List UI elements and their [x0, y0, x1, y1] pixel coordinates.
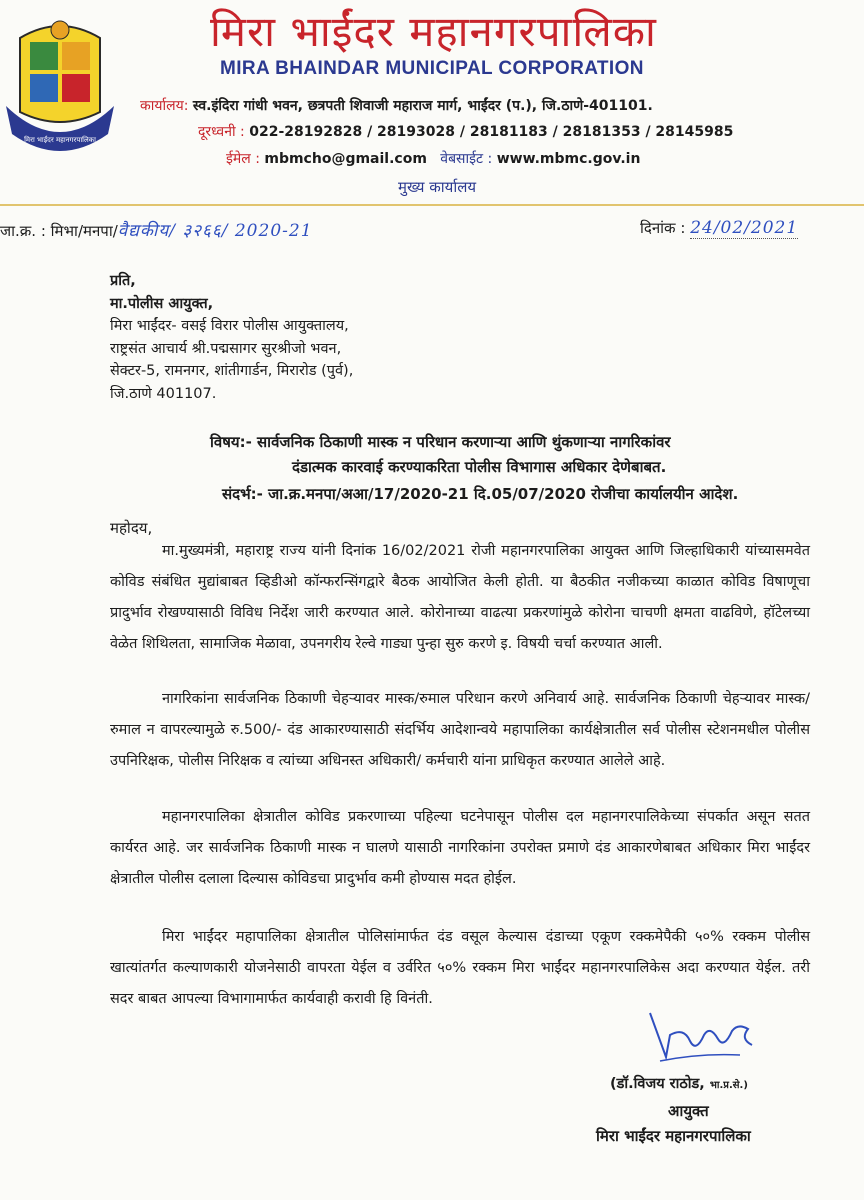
recipient-title: मा.पोलीस आयुक्त, [110, 295, 214, 312]
reference-handwritten: वैद्यकीय/ ३२६६/ 2020-21 [117, 221, 313, 241]
paragraph-text-3: महानगरपालिका क्षेत्रातील कोविड प्रकरणाच्या पहिल्या घटनेपासून पोलीस दल महानगरपालिकेच्या संपर्कात असून सतत कार्यरत आहे. जर सार्वजनिक ठिकाणी मास्क न घालणे यासाठी नागरिकांना उपरोक्त प्रमाणे दंड आकारणेबाबत अधिकार मिरा भाईंदर क्षेत्रातील पोलीस दलाला दिल्यास कोविडचा प्रादुर्भाव कमी होण्यास मदत होईल. [110, 809, 810, 887]
recipient-address [110, 270, 353, 406]
phone-line [198, 122, 733, 141]
signatory-name [610, 1073, 748, 1093]
website-url: www.mbmc.gov.in [496, 151, 641, 167]
body-paragraph-2 [110, 684, 810, 777]
recipient-line-1: मिरा भाईंदर- वसई विरार पोलीस आयुक्तालय, [110, 318, 349, 335]
salutation: महोदय, [110, 519, 153, 537]
headquarters-label: मुख्य कार्यालय [398, 178, 477, 196]
header-divider [0, 204, 864, 206]
date-label: दिनांक : [640, 219, 686, 237]
signatory-name-text: (डॉ.विजय राठोड, [610, 1076, 705, 1092]
website-label: वेबसाईट : [440, 151, 493, 167]
recipient-line-3: सेक्टर-5, रामनगर, शांतीगार्डन, मिरारोड (पुर्व), [110, 363, 354, 380]
body-paragraph-3 [110, 802, 810, 895]
corporation-name-marathi: मिरा भाईंदर महानगरपालिका [210, 7, 657, 56]
body-paragraph-4 [110, 922, 810, 1015]
recipient-to: प्रति, [110, 273, 136, 289]
reference-number [0, 218, 313, 241]
reference-prefix: जा.क्र. : मिभा/मनपा/ [0, 222, 118, 240]
subject-line-1: विषय:- सार्वजनिक ठिकाणी मास्क न परिधान करणाऱ्या आणि थुंकणाऱ्या नागरिकांवर [210, 433, 671, 451]
recipient-line-4: जि.ठाणे 401107. [110, 385, 217, 402]
office-address: स्व.इंदिरा गांधी भवन, छत्रपती शिवाजी महाराज मार्ग, भाईंदर (प.), जि.ठाणे-401101. [192, 98, 653, 114]
handwritten-signature [640, 1005, 760, 1065]
signatory-title: आयुक्त [668, 1102, 709, 1120]
paragraph-text-4: मिरा भाईंदर महापालिका क्षेत्रातील पोलिसांमार्फत दंड वसूल केल्यास दंडाच्या एकूण रक्कमेपैकी ५०% रक्कम पोलीस खात्यांतर्गत कल्याणकारी योजनेसाठी वापरता येईल व उर्वरित ५०% रक्कम मिरा भाईंदर महानगरपालिकेस अदा करण्यात येईल. तरी सदर बाबत आपल्या विभागामार्फत कार्यवाही करावी हि विनंती. [110, 929, 810, 1007]
body-paragraph-1 [110, 536, 810, 660]
phone-label: दूरध्वनी : [198, 124, 245, 140]
letter-date [640, 218, 798, 238]
paragraph-text-1: मा.मुख्यमंत्री, महाराष्ट्र राज्य यांनी दिनांक 16/02/2021 रोजी महानगरपालिका आयुक्त आणि जिल्हाधिकारी यांच्यासमवेत कोविड संबंधित मुद्यांबाबत व्हिडीओ कॉन्फरन्सिंगद्वारे बैठक आयोजित केली होती. या बैठकीत नजीकच्या काळात कोविड विषाणूचा प्रादुर्भाव रोखण्यासाठी विविध निर्देश जारी करण्यात आले. कोरोनाच्या वाढत्या प्रकरणांमुळे कोरोना चाचणी क्षमता वाढविणे, हॉटेलच्या वेळेत शिथिलता, सामाजिक मेळावा, उपनगरीय रेल्वे गाड्या पुन्हा सुरु करणे इ. विषयी चर्चा करण्यात आली. [110, 543, 810, 652]
subject-line-2: दंडात्मक कारवाई करण्याकरिता पोलीस विभागास अधिकार देणेबाबत. [292, 458, 667, 476]
signatory-organization: मिरा भाईंदर महानगरपालिका [596, 1127, 751, 1145]
paragraph-text-2: नागरिकांना सार्वजनिक ठिकाणी चेहऱ्यावर मास्क/रुमाल परिधान करणे अनिवार्य आहे. सार्वजनिक ठिकाणी चेहऱ्यावर मास्क/ रुमाल न वापरल्यामुळे रु.500/- दंड आकारण्यासाठी संदर्भिय आदेशान्वये महापालिका कार्यक्षेत्रातील सर्व पोलीस स्टेशनमधील पोलीस उपनिरिक्षक, पोलीस निरिक्षक व त्यांच्या अधिनस्त अधिकारी/ कर्मचारी यांना प्राधिकृत करण्यात आलेले आहे. [110, 691, 810, 769]
office-address-line [140, 96, 653, 115]
recipient-line-2: राष्ट्रसंत आचार्य श्री.पद्मसागर सुरश्रीजो भवन, [110, 340, 342, 357]
email-address: mbmcho@gmail.com [264, 151, 427, 167]
email-website-line [226, 149, 640, 168]
subject [210, 430, 810, 480]
date-handwritten: 24/02/2021 [690, 218, 799, 238]
signatory-degree: भा.प्र.से.) [709, 1080, 748, 1091]
reference-order: संदर्भ:- जा.क्र.मनपा/अआ/17/2020-21 दि.05/07/2020 रोजीचा कार्यालयीन आदेश. [222, 485, 739, 503]
mbmc-emblem-logo [2, 8, 118, 158]
phone-numbers: 022-28192828 / 28193028 / 28181183 / 28181353 / 28145985 [249, 124, 734, 140]
email-label: ईमेल : [226, 151, 260, 167]
office-label: कार्यालय: [140, 98, 189, 114]
corporation-name-english: MIRA BHAINDAR MUNICIPAL CORPORATION [220, 58, 644, 79]
logo-caption: मिरा भाईंदर महानगरपालिका [24, 136, 96, 144]
